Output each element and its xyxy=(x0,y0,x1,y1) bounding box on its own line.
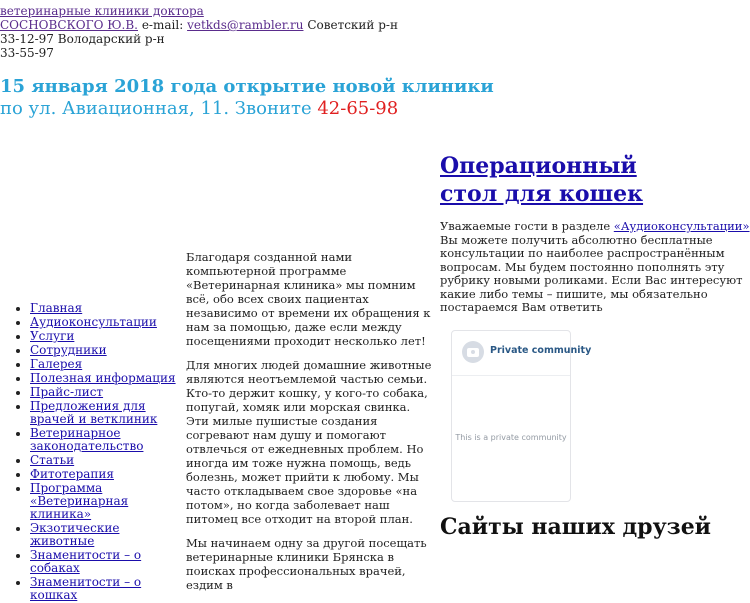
nav-link-prices[interactable]: Прайс-лист xyxy=(30,385,104,399)
nav-item-home xyxy=(30,302,178,315)
contact-line1 xyxy=(0,18,420,32)
nav-link-offers[interactable]: Предложения для врачей и ветклиник xyxy=(30,399,158,426)
audio-link[interactable]: «Аудиоконсультации» xyxy=(613,219,750,233)
intro-line-4: вопросам. Мы будем постоянно пополнять эту xyxy=(440,259,725,274)
nav-link-phyto[interactable]: Фитотерапия xyxy=(30,467,114,481)
nav-item-celebs-cats xyxy=(30,576,178,602)
nav-item-audio xyxy=(30,316,178,329)
intro-line-3: консультации по наиболее распространённым xyxy=(440,246,725,260)
camera-icon xyxy=(462,341,484,363)
nav-link-program[interactable]: Программа «Ветеринарная клиника» xyxy=(30,481,129,521)
nav-link-home[interactable]: Главная xyxy=(30,301,83,315)
friends-heading: Сайты наших друзей xyxy=(440,514,712,540)
email-label: e-mail: xyxy=(141,18,184,32)
nav-item-law xyxy=(30,427,178,453)
announcement-phone: 42-65-98 xyxy=(317,98,399,119)
vk-widget-message: This is a private community xyxy=(455,433,567,442)
nav-list xyxy=(0,302,178,602)
nav-item-articles xyxy=(30,454,178,467)
clinic-link[interactable] xyxy=(0,4,420,18)
nav-link-law[interactable]: Ветеринарное законодательство xyxy=(30,426,144,453)
intro-line-5: рубрику новыми роликами. Если Вас интересуют xyxy=(440,273,743,287)
district-volodarsky: Володарский р-н xyxy=(57,32,165,46)
intro-line-2: Вы можете получить абсолютно бесплатные xyxy=(440,232,713,247)
nav-item-exotic xyxy=(30,522,178,548)
nav-link-celebs-cats[interactable]: Знаменитости – о кошках xyxy=(30,575,142,602)
clinic-link-line1[interactable]: ветеринарные клиники доктора xyxy=(0,4,204,18)
nav-link-celebs-dogs[interactable]: Знаменитости – о собаках xyxy=(30,548,142,575)
vk-widget-title[interactable]: Private community xyxy=(490,345,592,356)
right-column xyxy=(440,152,750,315)
nav-item-celebs-dogs xyxy=(30,549,178,575)
intro-line-1 xyxy=(440,219,750,234)
main-paragraph-3: Мы начинаем одну за другой посещать ветеринарные клиники Брянска в поисках профессиональных врачей, ездим в xyxy=(186,536,427,592)
nav-item-program xyxy=(30,482,178,521)
intro-line-6: какие либо темы – пишите, мы обязательно xyxy=(440,286,708,301)
nav-item-services xyxy=(30,330,178,343)
nav-link-articles[interactable]: Статьи xyxy=(30,453,75,467)
intro-line-7: постараемся Вам ответить xyxy=(440,300,603,314)
nav-item-offers xyxy=(30,400,178,426)
vk-community-widget[interactable] xyxy=(451,330,592,502)
nav-item-info xyxy=(30,372,178,385)
article-title-link[interactable]: Операционный стол для кошек xyxy=(440,153,644,207)
nav-link-services[interactable]: Услуги xyxy=(30,329,75,343)
announcement-line1: 15 января 2018 года открытие новой клиники xyxy=(0,76,494,97)
announcement-address: по ул. Авиационная, 11. Звоните xyxy=(0,98,312,119)
audio-intro xyxy=(440,219,750,315)
contact-line2 xyxy=(0,32,420,46)
district-sovetsky: Советский р-н xyxy=(307,18,398,32)
main-paragraph-2: Для многих людей домашние животные являются неотъемлемой частью семьи. Кто-то держит кошку, у кого-то собака, попугай, хомяк или морская свинка. Эти милые пушистые создания согревают нам душу и помогают отвлечься от ежедневных проблем. Но иногда им тоже нужна помощь, ведь болезнь, может прийти к любому. Мы часто откладываем свое здоровье «на потом», но когда заболевает наш питомец все отходит на второй план. xyxy=(186,358,432,526)
email-link[interactable]: vetkds@rambler.ru xyxy=(187,18,304,32)
header-contacts xyxy=(0,4,420,60)
nav-item-gallery xyxy=(30,358,178,371)
nav-link-audio[interactable]: Аудиоконсультации xyxy=(30,315,157,329)
phone-volodarsky: 33-55-97 xyxy=(0,46,54,60)
announcement xyxy=(0,76,700,120)
phone-sovetsky: 33-12-97 xyxy=(0,32,54,46)
nav-link-gallery[interactable]: Галерея xyxy=(30,357,83,371)
vk-widget-divider xyxy=(452,375,570,376)
nav-item-phyto xyxy=(30,468,178,481)
main-content xyxy=(186,250,432,602)
nav-item-prices xyxy=(30,386,178,399)
main-paragraph-1: Благодаря созданной нами компьютерной программе «Ветеринарная клиника» мы помним всё, обо всех своих пациентах независимо от времени их обращения к нам за помощью, даже если между посещениями проходит несколько лет! xyxy=(186,250,431,348)
nav-item-staff xyxy=(30,344,178,357)
clinic-link-doctor[interactable]: СОСНОВСКОГО Ю.В. xyxy=(0,18,138,32)
announcement-line2 xyxy=(0,98,700,120)
nav-link-info[interactable]: Полезная информация xyxy=(30,371,176,385)
nav-link-staff[interactable]: Сотрудники xyxy=(30,343,107,357)
nav-link-exotic[interactable]: Экзотические животные xyxy=(30,521,120,548)
intro-prefix: Уважаемые гости в разделе xyxy=(440,219,611,233)
main-navigation xyxy=(0,302,178,603)
